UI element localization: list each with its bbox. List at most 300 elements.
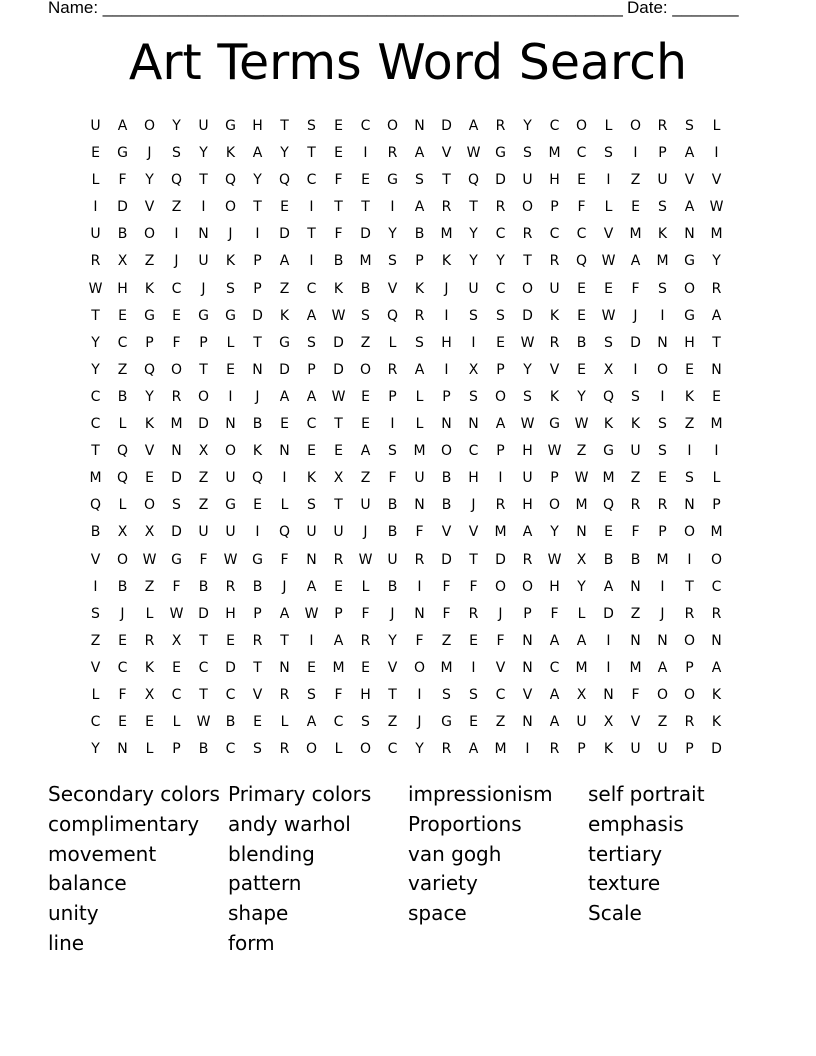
grid-letter: S — [253, 741, 262, 758]
grid-letter: J — [228, 226, 233, 243]
grid-letter: Y — [253, 172, 262, 189]
grid-letter: C — [90, 416, 101, 433]
grid-letter: N — [657, 632, 668, 649]
grid-letter: D — [225, 659, 236, 676]
grid-letter: M — [575, 497, 588, 514]
grid-letter: K — [333, 280, 344, 297]
grid-letter: K — [603, 416, 614, 433]
grid-letter: J — [174, 253, 179, 270]
grid-letter: Z — [360, 470, 371, 487]
grid-letter: K — [549, 388, 560, 405]
grid-letter: F — [469, 578, 478, 595]
grid-letter: M — [548, 145, 561, 162]
grid-letter: E — [658, 470, 667, 487]
grid-letter: U — [630, 443, 641, 460]
grid-letter: N — [468, 416, 479, 433]
grid-letter: X — [333, 470, 344, 487]
grid-letter: X — [117, 524, 128, 541]
grid-letter: C — [495, 226, 506, 243]
grid-letter: N — [171, 443, 182, 460]
word-list — [48, 780, 768, 959]
grid-letter: H — [117, 280, 128, 297]
grid-letter: R — [468, 605, 479, 622]
grid-letter: E — [118, 307, 127, 324]
grid-letter: T — [334, 497, 343, 514]
grid-letter: R — [360, 632, 371, 649]
grid-letter: E — [631, 199, 640, 216]
grid-letter: N — [414, 497, 425, 514]
grid-letter: I — [201, 199, 206, 216]
grid-letter: E — [172, 659, 181, 676]
header — [48, 0, 748, 20]
grid-letter: E — [334, 578, 343, 595]
grid-letter: L — [280, 497, 289, 514]
grid-letter: F — [442, 578, 451, 595]
grid-letter: M — [656, 253, 669, 270]
grid-letter: L — [604, 118, 613, 134]
grid-letter: K — [225, 145, 236, 162]
grid-letter: R — [657, 497, 668, 514]
grid-letter: Q — [224, 172, 237, 189]
grid-letter: W — [358, 551, 373, 568]
grid-letter: O — [521, 199, 534, 216]
grid-letter: U — [549, 280, 560, 297]
grid-letter: O — [494, 578, 507, 595]
grid-letter: N — [522, 714, 533, 731]
grid-letter: T — [280, 632, 289, 649]
word-list-item: movement — [48, 841, 157, 866]
grid-letter: X — [144, 686, 155, 703]
grid-letter: G — [549, 416, 560, 433]
grid-letter: U — [468, 280, 479, 297]
grid-letter: D — [171, 470, 182, 487]
grid-letter: Y — [199, 145, 208, 162]
grid-letter: X — [576, 686, 587, 703]
word-list-item: space — [408, 901, 467, 926]
grid-letter: C — [306, 416, 317, 433]
grid-letter: Q — [116, 443, 129, 460]
grid-letter: N — [630, 578, 641, 595]
grid-letter: D — [333, 334, 344, 351]
grid-letter: A — [468, 741, 479, 758]
grid-letter: V — [684, 172, 695, 189]
grid-letter: R — [387, 145, 398, 162]
grid-letter: L — [577, 605, 586, 622]
grid-letter: Y — [388, 632, 397, 649]
grid-letter: H — [522, 443, 533, 460]
grid-letter: D — [117, 199, 128, 216]
grid-letter: A — [711, 659, 722, 676]
grid-letter: M — [440, 226, 453, 243]
grid-letter: C — [495, 686, 506, 703]
grid-letter: T — [91, 443, 100, 460]
grid-letter: I — [660, 307, 665, 324]
grid-letter: A — [252, 145, 263, 162]
grid-letter: Y — [577, 388, 586, 405]
grid-letter: U — [225, 470, 236, 487]
grid-letter: B — [603, 551, 614, 568]
grid-letter: E — [712, 388, 721, 405]
grid-letter: U — [198, 524, 209, 541]
grid-letter: M — [710, 416, 723, 433]
grid-letter: R — [495, 199, 506, 216]
grid-letter: M — [629, 226, 642, 243]
grid-letter: F — [118, 172, 127, 189]
grid-letter: B — [198, 578, 209, 595]
word-list-item: texture — [588, 871, 661, 896]
grid-letter: O — [143, 118, 156, 134]
grid-letter: X — [603, 361, 614, 378]
grid-letter: T — [199, 632, 208, 649]
grid-letter: Y — [91, 361, 100, 378]
grid-letter: O — [143, 497, 156, 514]
word-list-item: Scale — [588, 901, 642, 926]
grid-letter: U — [360, 497, 371, 514]
grid-letter: D — [198, 416, 209, 433]
grid-letter: S — [307, 686, 316, 703]
grid-letter: S — [388, 443, 397, 460]
grid-letter: N — [711, 632, 722, 649]
grid-letter: C — [576, 145, 587, 162]
grid-letter: R — [495, 118, 506, 134]
grid-letter: V — [441, 524, 452, 541]
grid-letter: Z — [198, 470, 209, 487]
grid-letter: U — [522, 470, 533, 487]
grid-letter: K — [279, 307, 290, 324]
grid-letter: T — [307, 145, 316, 162]
grid-letter: D — [441, 118, 452, 134]
grid-letter: C — [549, 659, 560, 676]
grid-letter: F — [172, 334, 181, 351]
grid-letter: P — [253, 605, 262, 622]
grid-letter: K — [549, 307, 560, 324]
grid-letter: Z — [279, 280, 290, 297]
grid-letter: U — [522, 172, 533, 189]
grid-letter: E — [145, 714, 154, 731]
grid-letter: S — [415, 172, 424, 189]
grid-letter: W — [520, 334, 535, 351]
grid-letter: S — [361, 714, 370, 731]
grid-letter: G — [387, 172, 398, 189]
grid-letter: S — [388, 253, 397, 270]
grid-letter: Q — [116, 470, 129, 487]
grid-letter: K — [306, 470, 317, 487]
grid-letter: W — [547, 443, 562, 460]
grid-letter: F — [118, 686, 127, 703]
word-list-item: self portrait — [588, 782, 705, 806]
grid-letter: R — [414, 551, 425, 568]
grid-letter: K — [603, 741, 614, 758]
grid-letter: Y — [469, 253, 478, 270]
grid-letter: E — [145, 470, 154, 487]
grid-letter: V — [387, 659, 398, 676]
grid-letter: O — [521, 280, 534, 297]
grid-letter: P — [253, 253, 262, 270]
grid-letter: A — [279, 605, 290, 622]
grid-letter: R — [684, 605, 695, 622]
grid-letter: Y — [523, 361, 532, 378]
grid-letter: Q — [89, 497, 102, 514]
grid-letter: A — [279, 253, 290, 270]
grid-letter: F — [415, 632, 424, 649]
grid-letter: R — [711, 280, 722, 297]
grid-letter: A — [549, 714, 560, 731]
grid-letter: L — [172, 714, 181, 731]
grid-letter: Q — [602, 497, 615, 514]
grid-letter: P — [496, 361, 505, 378]
grid-letter: E — [280, 199, 289, 216]
grid-letter: Y — [712, 253, 721, 270]
grid-letter: Z — [657, 714, 668, 731]
letter-grid — [82, 113, 730, 763]
grid-letter: Y — [550, 524, 559, 541]
grid-letter: P — [658, 145, 667, 162]
grid-letter: S — [442, 686, 451, 703]
grid-letter: K — [144, 280, 155, 297]
grid-letter: A — [549, 686, 560, 703]
grid-letter: K — [144, 416, 155, 433]
grid-letter: Z — [360, 334, 371, 351]
grid-letter: X — [117, 253, 128, 270]
grid-letter: R — [657, 118, 668, 134]
grid-letter: W — [88, 280, 103, 297]
grid-letter: J — [363, 524, 368, 541]
grid-letter: S — [523, 145, 532, 162]
word-list-item: tertiary — [588, 841, 663, 866]
grid-letter: F — [361, 605, 370, 622]
grid-letter: P — [550, 470, 559, 487]
grid-letter: B — [387, 524, 398, 541]
grid-letter: E — [226, 632, 235, 649]
grid-letter: E — [334, 145, 343, 162]
grid-letter: E — [469, 714, 478, 731]
grid-letter: R — [495, 497, 506, 514]
grid-letter: R — [549, 253, 560, 270]
grid-letter: C — [171, 280, 182, 297]
grid-letter: G — [684, 253, 695, 270]
grid-letter: M — [170, 416, 183, 433]
grid-letter: J — [633, 307, 638, 324]
grid-letter: S — [361, 307, 370, 324]
grid-letter: T — [307, 226, 316, 243]
grid-letter: R — [279, 686, 290, 703]
grid-letter: Y — [415, 741, 424, 758]
grid-letter: U — [306, 524, 317, 541]
grid-letter: O — [224, 443, 237, 460]
grid-letter: G — [225, 118, 236, 134]
grid-letter: I — [606, 172, 611, 189]
grid-letter: J — [120, 605, 125, 622]
grid-letter: W — [331, 307, 346, 324]
grid-letter: D — [171, 524, 182, 541]
grid-letter: X — [171, 632, 182, 649]
grid-letter: S — [631, 388, 640, 405]
grid-letter: S — [172, 145, 181, 162]
word-list-item: line — [48, 930, 85, 955]
grid-letter: L — [712, 118, 721, 134]
grid-letter: J — [660, 605, 665, 622]
grid-letter: P — [199, 334, 208, 351]
grid-letter: P — [388, 388, 397, 405]
grid-letter: N — [414, 605, 425, 622]
grid-letter: V — [90, 551, 101, 568]
grid-letter: L — [91, 686, 100, 703]
grid-letter: B — [387, 578, 398, 595]
grid-letter: I — [390, 199, 395, 216]
word-list-item: variety — [408, 871, 478, 896]
grid-letter: M — [494, 741, 507, 758]
grid-letter: K — [711, 714, 722, 731]
grid-letter: O — [116, 551, 129, 568]
grid-letter: Q — [575, 253, 588, 270]
grid-letter: O — [413, 659, 426, 676]
grid-letter: Z — [495, 714, 506, 731]
grid-letter: V — [90, 659, 101, 676]
grid-letter: G — [495, 145, 506, 162]
grid-letter: D — [495, 172, 506, 189]
grid-letter: S — [172, 497, 181, 514]
grid-letter: A — [414, 199, 425, 216]
grid-letter: R — [90, 253, 101, 270]
grid-letter: K — [414, 280, 425, 297]
word-list-item: Secondary colors — [48, 782, 220, 806]
grid-letter: O — [440, 443, 453, 460]
grid-letter: B — [414, 226, 425, 243]
grid-letter: P — [415, 253, 424, 270]
grid-letter: D — [603, 605, 614, 622]
grid-letter: E — [577, 172, 586, 189]
grid-letter: I — [255, 226, 260, 243]
grid-letter: O — [656, 686, 669, 703]
grid-letter: E — [253, 714, 262, 731]
grid-letter: F — [172, 578, 181, 595]
grid-letter: Z — [90, 632, 101, 649]
grid-letter: T — [199, 686, 208, 703]
grid-letter: L — [415, 388, 424, 405]
grid-letter: Y — [145, 172, 154, 189]
grid-letter: P — [145, 334, 154, 351]
grid-letter: J — [255, 388, 260, 405]
grid-letter: L — [118, 416, 127, 433]
grid-letter: Z — [576, 443, 587, 460]
grid-letter: O — [683, 280, 696, 297]
grid-letter: S — [685, 118, 694, 134]
grid-letter: A — [522, 524, 533, 541]
grid-letter: G — [117, 145, 128, 162]
grid-letter: H — [468, 470, 479, 487]
grid-letter: V — [522, 686, 533, 703]
grid-letter: N — [522, 632, 533, 649]
grid-letter: X — [576, 551, 587, 568]
grid-letter: I — [498, 470, 503, 487]
grid-letter: M — [359, 253, 372, 270]
grid-letter: L — [91, 172, 100, 189]
grid-letter: A — [279, 388, 290, 405]
grid-letter: U — [414, 470, 425, 487]
grid-letter: B — [441, 470, 452, 487]
grid-letter: A — [711, 307, 722, 324]
word-list-item: van gogh — [408, 841, 502, 866]
grid-letter: W — [169, 605, 184, 622]
grid-letter: E — [577, 307, 586, 324]
grid-letter: U — [90, 226, 101, 243]
grid-letter: P — [334, 605, 343, 622]
grid-letter: I — [633, 361, 638, 378]
grid-letter: Z — [117, 361, 128, 378]
grid-letter: A — [414, 361, 425, 378]
grid-letter: R — [441, 741, 452, 758]
grid-letter: Z — [630, 605, 641, 622]
grid-letter: T — [253, 659, 262, 676]
grid-letter: H — [522, 497, 533, 514]
grid-letter: X — [144, 524, 155, 541]
grid-letter: F — [388, 470, 397, 487]
grid-letter: H — [252, 118, 263, 134]
grid-letter: K — [225, 253, 236, 270]
grid-letter: P — [685, 659, 694, 676]
grid-letter: I — [444, 361, 449, 378]
grid-letter: G — [603, 443, 614, 460]
grid-letter: T — [523, 253, 532, 270]
grid-letter: U — [225, 524, 236, 541]
grid-letter: O — [683, 686, 696, 703]
word-list-item: Proportions — [408, 811, 522, 836]
grid-letter: N — [441, 416, 452, 433]
grid-letter: C — [495, 280, 506, 297]
grid-letter: W — [601, 253, 616, 270]
grid-letter: M — [656, 551, 669, 568]
grid-letter: N — [630, 632, 641, 649]
grid-letter: D — [198, 605, 209, 622]
grid-letter: R — [684, 714, 695, 731]
grid-letter: E — [118, 632, 127, 649]
grid-letter: O — [143, 226, 156, 243]
grid-letter: T — [361, 199, 370, 216]
grid-letter: B — [360, 280, 371, 297]
grid-letter: K — [630, 416, 641, 433]
grid-letter: S — [658, 443, 667, 460]
grid-letter: Y — [280, 145, 289, 162]
grid-letter: F — [631, 524, 640, 541]
grid-letter: K — [657, 226, 668, 243]
grid-letter: D — [630, 334, 641, 351]
grid-letter: K — [711, 686, 722, 703]
grid-letter: D — [279, 361, 290, 378]
grid-letter: M — [575, 659, 588, 676]
grid-letter: I — [417, 578, 422, 595]
grid-letter: S — [91, 605, 100, 622]
grid-letter: I — [660, 578, 665, 595]
grid-letter: C — [360, 118, 371, 134]
grid-letter: E — [172, 307, 181, 324]
grid-letter: M — [440, 659, 453, 676]
grid-letter: W — [547, 551, 562, 568]
grid-letter: C — [468, 443, 479, 460]
grid-letter: A — [414, 145, 425, 162]
grid-letter: A — [630, 253, 641, 270]
grid-letter: X — [468, 361, 479, 378]
grid-letter: R — [387, 361, 398, 378]
grid-letter: B — [225, 714, 236, 731]
grid-letter: I — [255, 524, 260, 541]
grid-letter: I — [309, 199, 314, 216]
grid-letter: R — [711, 605, 722, 622]
grid-letter: E — [118, 714, 127, 731]
grid-letter: C — [117, 334, 128, 351]
grid-letter: W — [574, 416, 589, 433]
grid-letter: B — [117, 388, 128, 405]
grid-letter: U — [387, 551, 398, 568]
